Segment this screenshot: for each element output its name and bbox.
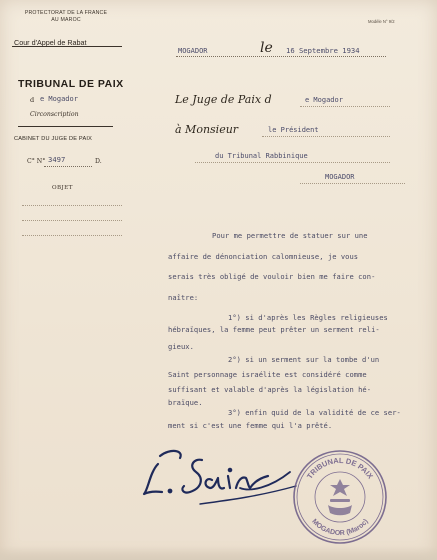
reference-number-suffix: D. <box>95 158 102 165</box>
body-line: 2°) si un serment sur la tombe d'un <box>228 355 380 364</box>
court-name: Cour d'Appel de Rabat <box>14 38 87 47</box>
recipient-prefix: à Monsieur <box>175 123 239 136</box>
protectorate-heading: PROTECTORAT DE LA FRANCE <box>24 10 108 16</box>
circonscription-label: Circonscription <box>30 111 79 118</box>
body-line: affaire de dénonciation calomnieuse, je vous <box>168 252 359 261</box>
body-line: ment si c'est une femme qui l'a prêté. <box>168 421 333 430</box>
recipient-dotted-line <box>262 136 390 137</box>
cabinet-label: CABINET DU JUGE DE PAIX <box>14 136 93 142</box>
paper-edge <box>0 546 437 560</box>
body-line: hébraïques, la femme peut prêter un serment reli- <box>168 325 380 334</box>
official-stamp <box>290 447 390 547</box>
stamp-emblem-icon <box>328 479 352 515</box>
date-dotted-line <box>176 56 386 57</box>
reference-dotted-line <box>44 166 92 167</box>
recipient-title: le Président <box>268 126 319 134</box>
sender-dotted-line <box>300 106 390 107</box>
handwritten-signature <box>140 442 300 522</box>
place-name: MOGADOR <box>178 47 208 55</box>
stamp-bottom-text: MOGADOR (Maroc) <box>310 518 370 538</box>
tribunal-title: TRIBUNAL DE PAIX <box>18 78 124 90</box>
body-line: naître: <box>168 293 199 302</box>
recipient-institution: du Tribunal Rabbinique <box>215 152 308 160</box>
form-model-number: Modèle N° 9/2 <box>368 19 395 24</box>
body-line: serais très obligé de vouloir bien me faire con- <box>168 272 376 281</box>
recipient-dotted-line <box>195 162 390 163</box>
header-divider <box>12 46 122 47</box>
body-line: Pour me permettre de statuer sur une <box>212 231 368 240</box>
letter-date: 16 Septembre 1934 <box>286 46 360 55</box>
body-line: 3°) enfin quid de la validité de ce ser- <box>228 408 401 417</box>
protectorate-subheading: AU MAROC <box>51 17 81 23</box>
tribunal-location-label: d <box>30 96 35 104</box>
body-line: braïque. <box>168 398 203 407</box>
objet-dotted-line <box>22 235 122 236</box>
objet-label: OBJET <box>52 185 73 191</box>
reference-number-label: C° N° <box>27 158 46 165</box>
body-line: 1°) si d'après les Règles religieuses <box>228 313 388 322</box>
sender-title: Le Juge de Paix d <box>175 93 272 106</box>
reference-number-value: 3497 <box>48 155 66 164</box>
date-prefix: le <box>260 40 273 56</box>
stamp-top-text: TRIBUNAL DE PAIX <box>305 455 375 481</box>
recipient-city: MOGADOR <box>325 173 355 181</box>
body-line: suffisant et valable d'après la législation hé- <box>168 385 372 394</box>
tribunal-location-value: e Mogador <box>40 95 78 103</box>
body-line: Saint personnage israélite est considéré comme <box>168 370 367 379</box>
sender-location: e Mogador <box>305 96 343 104</box>
body-line: gieux. <box>168 342 194 351</box>
objet-dotted-line <box>22 220 122 221</box>
section-divider <box>18 126 113 127</box>
objet-dotted-line <box>22 205 122 206</box>
recipient-dotted-line <box>300 183 405 184</box>
